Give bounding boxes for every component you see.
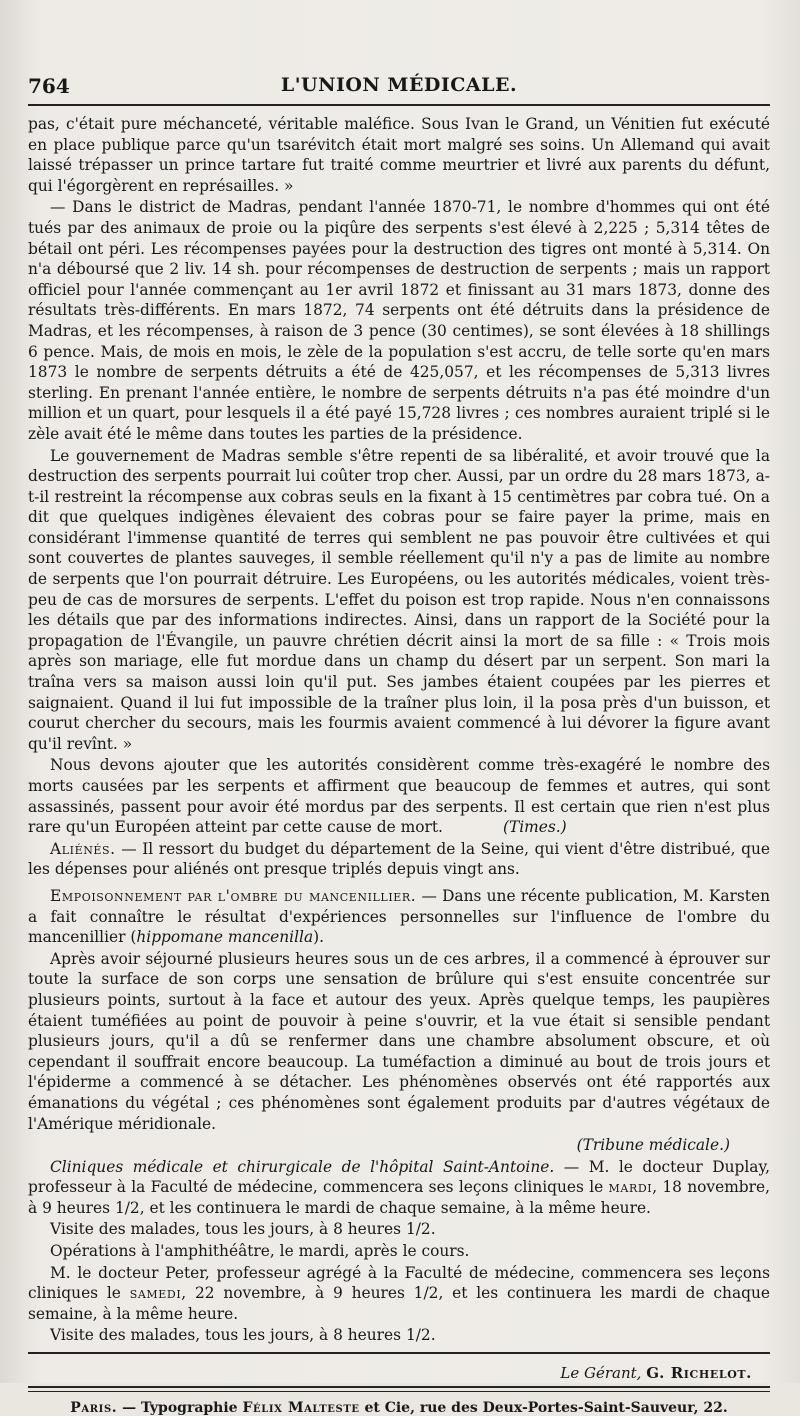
paragraph-madras-statistics: — Dans le district de Madras, pendant l'année 1870-71, le nombre d'hommes qui ont été tués par des animaux de proie ou la piqûre des serpents s'est élevé à 2,225 ; 5,314 têtes de bétail ont péri. Les récompenses payées pour la destruction des tigres ont monté à 5,314. On n'a déboursé que 2 liv. 14 sh. pour récompenses de destruction de serpents ; mais un rapport officiel pour l'année commençant au 1er avril 1872 et finissant au 31 mars 1873, donne des résultats très-différents. En mars 1872, 74 serpents ont été détruits dans la présidence de Madras, et les récompenses, à raison de 3 pence (30 centimes), se sont élevées à 18 shillings 6 pence. Mais, de mois en mois, le zèle de la population s'est accru, de telle sorte qu'en mars 1873 le nombre de serpents détruits a été de 425,057, et les récompenses de 5,313 livres sterling. En prenant l'année entière, le nombre de serpents détruits n'a pas été moindre d'un million et un quart, pour lesquels il a été payé 15,728 livres ; ces nombres auraient triplé si le zèle avait été le même dans toutes les parties de la présidence.	[28, 198, 770, 443]
section-label-alienes: Aliénés.	[50, 839, 116, 858]
paragraph-sorcery: pas, c'était pure méchanceté, véritable maléfice. Sous Ivan le Grand, un Vénitien fut exécuté en place publique parce qu'un tsarévitch était mort malgré ses soins. Un Allemand qui avait laissé trépasser un prince tartare fut traité comme meurtrier et livré aux parents du défunt, qui l'égorgèrent en représailles. »	[28, 115, 770, 195]
paragraph-authorities-text: Nous devons ajouter que les autorités considèrent comme très-exagéré le nombre des morts causées par les serpents et affirment que beaucoup de femmes et autres, qui sont assassinés, passent pour avoir été mordus par des serpents. Il est certain que rien n'est plus rare qu'un Européen atteint par cette cause de mort.	[28, 756, 770, 837]
article-body	[28, 114, 770, 1346]
paragraph-authorities	[28, 755, 770, 837]
source-tribune-text: (Tribune médicale.)	[576, 1136, 730, 1155]
paragraph-alienes	[28, 839, 770, 880]
weekday-samedi: samedi	[129, 1284, 182, 1303]
signature-name: G. Richelot.	[646, 1364, 752, 1383]
source-times: (Times.)	[502, 818, 567, 837]
printer-name: Félix Malteste	[242, 1400, 360, 1416]
header-rule	[28, 104, 770, 106]
paragraph-alienes-text: — Il ressort du budget du département de la Seine, qui vient d'être distribué, que les dépenses pour aliénés ont presque triplés depuis vingt ans.	[28, 839, 770, 879]
printer-text-b: et Cie, rue des Deux-Portes-Saint-Sauveur, 22.	[359, 1400, 728, 1416]
printer-text-a: — Typographie	[117, 1400, 243, 1416]
page-number: 764	[28, 74, 70, 98]
paragraph-mancenillier-text-b: ).	[313, 928, 325, 947]
paragraph-visite-1: Visite des malades, tous les jours, à 8 heures 1/2.	[50, 1220, 436, 1239]
footer-rule-thin	[28, 1391, 770, 1392]
paragraph-operations: Opérations à l'amphithéâtre, le mardi, après le cours.	[50, 1242, 470, 1261]
signature-rule	[28, 1352, 770, 1354]
paragraph-mancenillier-text-a: — Dans une récente publication, M. Karsten a fait connaître le résultat d'expériences personnelles sur l'influence de l'ombre du mancenillier (	[28, 886, 770, 947]
paragraph-peter	[28, 1263, 770, 1325]
signature	[28, 1364, 770, 1382]
paragraph-cliniques-text-a: — M. le docteur Duplay, professeur à la Faculté de médecine, commencera ses leçons cliniques le	[28, 1157, 770, 1197]
section-label-mancenillier: Empoisonnement par l'ombre du mancenillier.	[50, 886, 417, 905]
paragraph-peter-text-a: M. le docteur Peter, professeur agrégé à la Faculté de médecine, commencera ses leçons cliniques le	[28, 1263, 770, 1303]
species-name: hippomane mancenilla	[136, 928, 314, 947]
paragraph-cliniques	[28, 1157, 770, 1219]
paragraph-madras-government: Le gouvernement de Madras semble s'être repenti de sa libéralité, et avoir trouvé que la destruction des serpents pourrait lui coûter trop cher. Aussi, par un ordre du 28 mars 1873, a-t-il restreint la récompense aux cobras seuls en la fixant à 15 centimètres par cobra tué. On a dit que quelques indigènes élevaient des cobras pour se faire payer la prime, mais en considérant l'immense quantité de terres qui semblent ne pas pouvoir être cultivées et qui sont couvertes de plantes sauveges, il semble réellement qu'il n'y a pas de limite au nombre de serpents que l'on pourrait détruire. Les Européens, ou les autorités médicales, voient très-peu de cas de morsures de serpents. L'effet du poison est trop rapide. Nous n'en connaissons les détails que par des informations indirectes. Ainsi, dans un rapport de la Société pour la propagation de l'Évangile, un pauvre chrétien décrit ainsi la mort de sa fille : « Trois mois après son mariage, elle fut mordue dans un champ du désert par un serpent. Son mari la traîna vers sa maison aussi loin qu'il put. Ses jambes étaient coupées par les pierres et saignaient. Quand il lui fut impossible de la traîner plus loin, il la posa près d'un buisson, et courut chercher du secours, mais les fourmis avaient commencé à lui dévorer la figure avant qu'il revînt. »	[28, 446, 770, 753]
weekday-mardi: mardi	[608, 1178, 653, 1197]
printer-city: Paris.	[70, 1400, 118, 1416]
signature-role: Le Gérant,	[560, 1364, 642, 1383]
page-header	[28, 66, 770, 100]
paragraph-peter-text-b: , 22 novembre, à 9 heures 1/2, et les continuera les mardi de chaque semaine, à la même heure.	[28, 1284, 771, 1323]
source-tribune	[28, 1135, 770, 1156]
footer-rule	[28, 1386, 770, 1388]
printer-imprint	[28, 1400, 770, 1416]
paragraph-visite-2: Visite des malades, tous les jours, à 8 heures 1/2.	[50, 1326, 436, 1345]
paragraph-cliniques-text-b: , 18 novembre, à 9 heures 1/2, et les continuera le mardi de chaque semaine, à la même heure.	[28, 1178, 771, 1217]
paragraph-mancenillier	[28, 886, 770, 948]
clinic-heading: Cliniques médicale et chirurgicale de l'hôpital Saint-Antoine.	[50, 1157, 555, 1176]
paragraph-experience: Après avoir séjourné plusieurs heures sous un de ces arbres, il a commencé à éprouver sur toute la surface de son corps une sensation de brûlure qui s'est ensuite concentrée sur plusieurs points, surtout à la face et autour des yeux. Après quelque temps, les paupières étaient tuméfiées au point de pouvoir à peine s'ouvrir, et la vue était si sensible pendant plusieurs jours, qu'il a dû se renfermer dans une chambre absolument obscure, et où cependant il souffrait encore beaucoup. La tuméfaction a diminué au bout de trois jours et l'épiderme a commencé à se détacher. Les phénomènes observés ont été rapportés aux émanations du végétal ; ces phénomènes sont également produits par d'autres végétaux de l'Amérique méridionale.	[28, 949, 770, 1133]
journal-title: L'UNION MÉDICALE.	[280, 74, 518, 96]
